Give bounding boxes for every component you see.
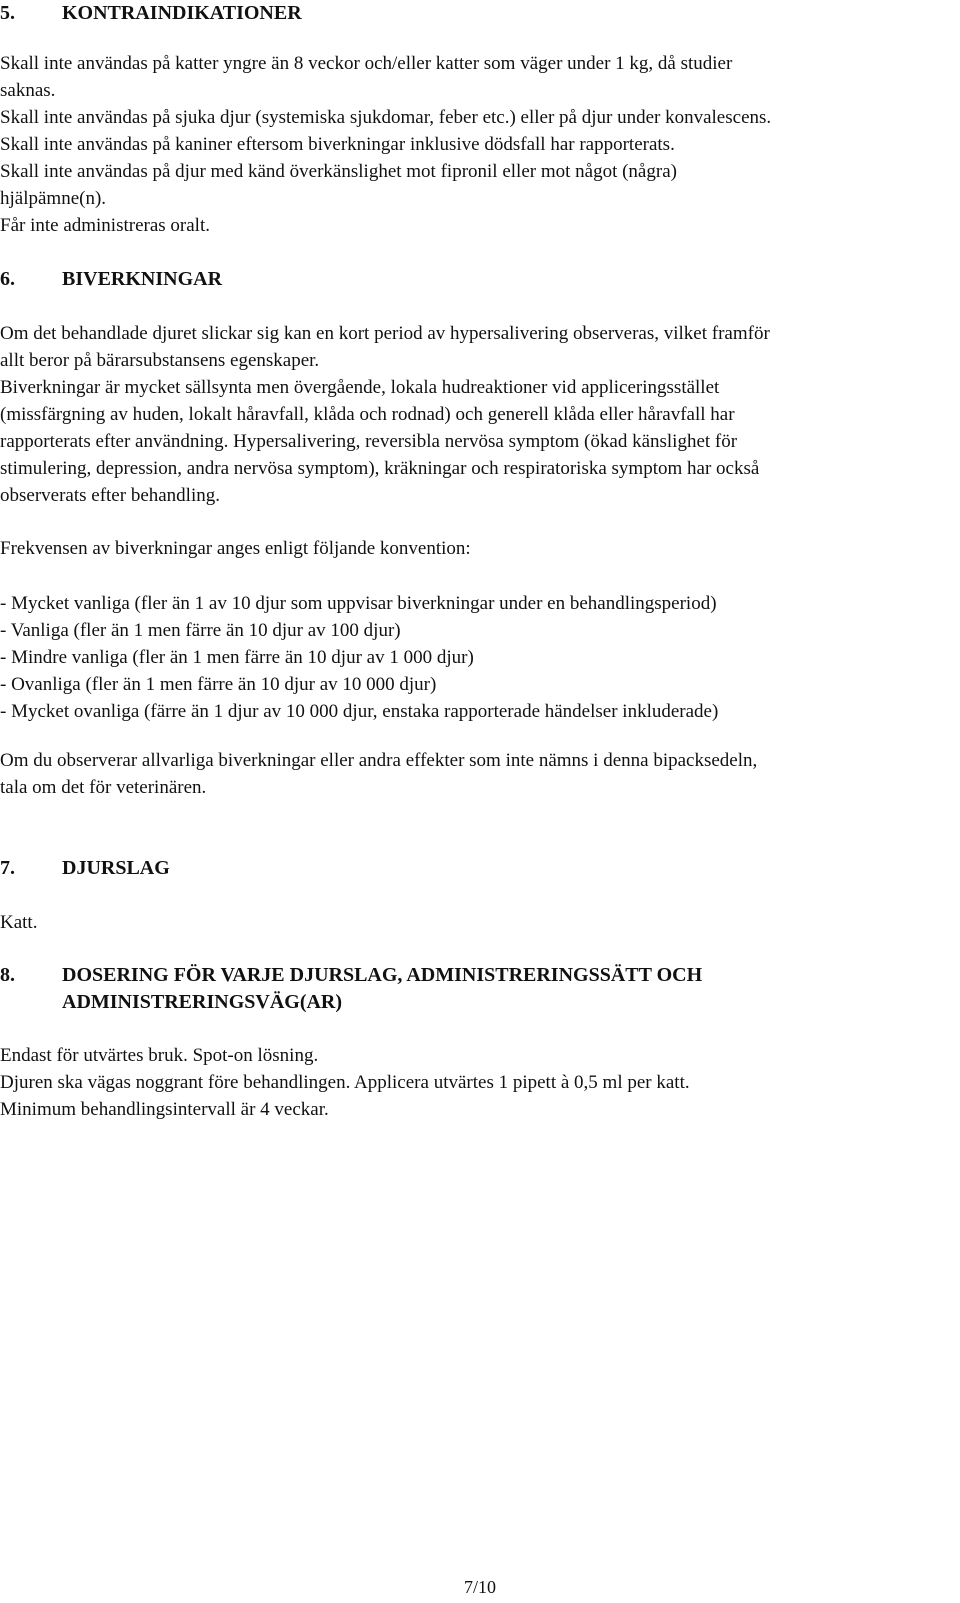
list-item: - Mycket ovanliga (färre än 1 djur av 10 000 djur, enstaka rapporterade händelser inkluderade): [0, 701, 719, 722]
text-line: Skall inte användas på katter yngre än 8 veckor och/eller katter som väger under 1 kg, då studier: [0, 53, 733, 74]
text-line: rapporterats efter användning. Hypersalivering, reversibla nervösa symptom (ökad känslighet för: [0, 431, 738, 452]
section-7-body: [0, 909, 950, 936]
text-line: hjälpämne(n).: [0, 188, 107, 209]
text-line: Om det behandlade djuret slickar sig kan en kort period av hypersalivering observeras, vilket framför: [0, 323, 770, 344]
text-line: Skall inte användas på kaniner eftersom biverkningar inklusive dödsfall har rapporterats.: [0, 134, 675, 155]
text-line: saknas.: [0, 80, 56, 101]
section-8-title-line: ADMINISTRERINGSVÄG(AR): [62, 991, 343, 1013]
text-line: Får inte administreras oralt.: [0, 215, 210, 236]
report-paragraph: [0, 747, 950, 801]
page-number: 7/10: [463, 1577, 496, 1597]
text-line: stimulering, depression, andra nervösa symptom), kräkningar och respiratoriska symptom har också: [0, 458, 760, 479]
section-6-number: 6.: [0, 268, 15, 290]
text-line: Biverkningar är mycket sällsynta men övergående, lokala hudreaktioner vid appliceringsstället: [0, 377, 720, 398]
section-5-number: 5.: [0, 2, 15, 24]
text-line: Minimum behandlingsintervall är 4 veckar.: [0, 1099, 329, 1120]
section-7-heading: [0, 855, 170, 882]
text-line: Frekvensen av biverkningar anges enligt följande konvention:: [0, 538, 471, 559]
section-8-heading: [0, 962, 702, 1016]
section-5-heading: [0, 0, 302, 27]
text-line: tala om det för veterinären.: [0, 777, 207, 798]
section-8-number: 8.: [0, 964, 15, 986]
text-line: Skall inte användas på sjuka djur (systemiska sjukdomar, feber etc.) eller på djur under konvalescens.: [0, 107, 772, 128]
section-6-heading: [0, 266, 222, 293]
text-line: Djuren ska vägas noggrant före behandlingen. Applicera utvärtes 1 pipett à 0,5 ml per katt.: [0, 1072, 690, 1093]
section-8-title: [62, 962, 702, 1016]
list-item: - Mindre vanliga (fler än 1 men färre än 10 djur av 1 000 djur): [0, 647, 474, 668]
text-line: observerats efter behandling.: [0, 485, 220, 506]
text-line: Endast för utvärtes bruk. Spot-on lösning.: [0, 1045, 319, 1066]
text-line: Skall inte användas på djur med känd överkänslighet mot fipronil eller mot något (några): [0, 161, 677, 182]
section-7-number: 7.: [0, 857, 15, 879]
section-6-paragraph: [0, 320, 950, 509]
text-line: allt beror på bärarsubstansens egenskaper.: [0, 350, 320, 371]
section-7-title: DJURSLAG: [62, 857, 170, 879]
list-item: - Vanliga (fler än 1 men färre än 10 djur av 100 djur): [0, 620, 401, 641]
section-6-title: BIVERKNINGAR: [62, 268, 223, 290]
section-8-title-line: DOSERING FÖR VARJE DJURSLAG, ADMINISTRERINGSSÄTT OCH: [62, 964, 703, 986]
list-item: - Ovanliga (fler än 1 men färre än 10 djur av 10 000 djur): [0, 674, 437, 695]
frequency-list: [0, 590, 950, 725]
text-line: (missfärgning av huden, lokalt håravfall, klåda och rodnad) och generell klåda eller håravfall har: [0, 404, 735, 425]
list-item: - Mycket vanliga (fler än 1 av 10 djur som uppvisar biverkningar under en behandlingsperiod): [0, 593, 717, 614]
section-5-title: KONTRAINDIKATIONER: [62, 2, 302, 24]
text-line: Katt.: [0, 912, 38, 933]
text-line: Om du observerar allvarliga biverkningar eller andra effekter som inte nämns i denna bipacksedeln,: [0, 750, 758, 771]
section-5-body: [0, 50, 950, 239]
section-8-body: [0, 1042, 950, 1123]
frequency-intro: [0, 535, 950, 562]
